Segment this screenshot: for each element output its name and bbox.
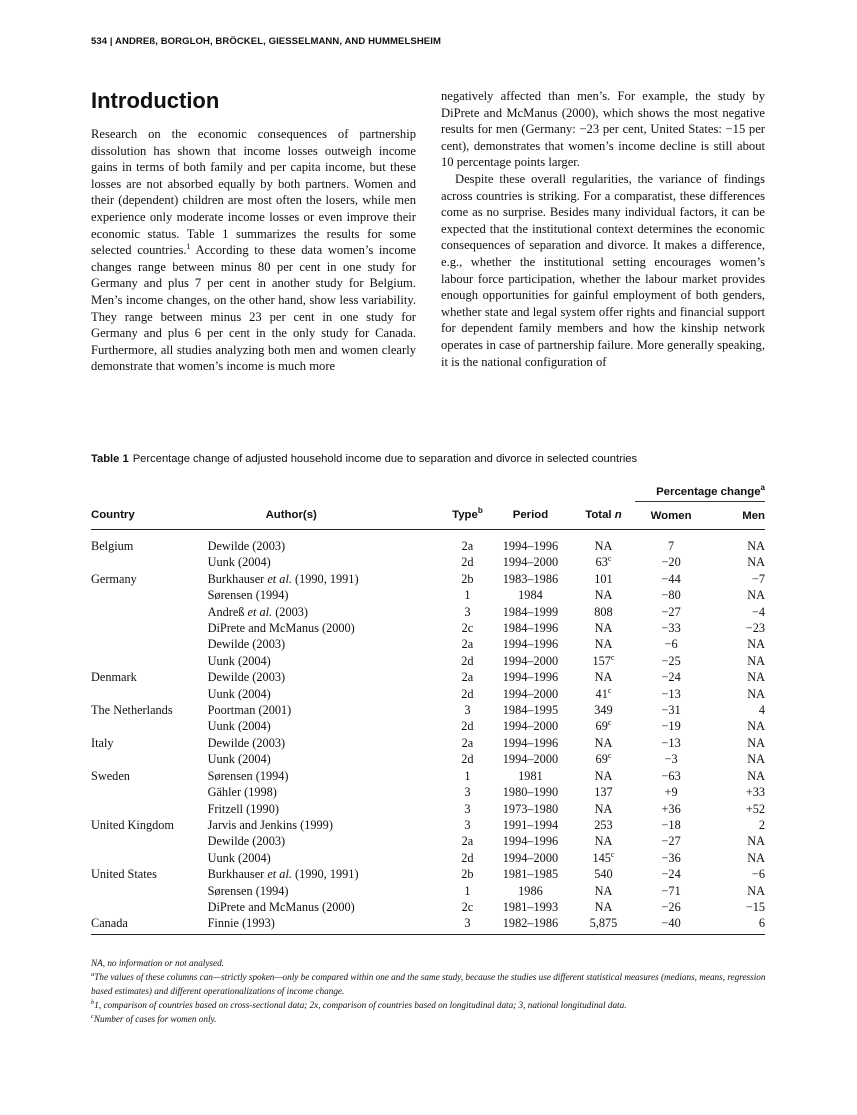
cell-country: Denmark — [91, 670, 137, 685]
cell-author: Uunk (2004) — [207, 555, 271, 570]
cell-period: 1986 — [518, 883, 543, 898]
cell-women: −13 — [661, 686, 681, 701]
table-label: Table 1 — [91, 453, 129, 465]
percentage-change-header: Percentage change$^a$ — [635, 482, 765, 502]
cell-country — [91, 751, 208, 767]
table-row — [91, 620, 765, 636]
cell-women: +9 — [664, 785, 678, 800]
table-row — [91, 850, 765, 866]
cell-women: −44 — [661, 571, 681, 586]
cell-type: 2c — [461, 899, 474, 914]
cell-women: 7 — [668, 539, 675, 553]
cell-women: −63 — [661, 768, 681, 783]
cell-type: 1 — [464, 883, 471, 898]
cell-total: NA — [594, 588, 613, 603]
col-header-type: Type$^b$ — [446, 502, 488, 530]
table-row — [91, 636, 765, 652]
cell-men: +33 — [745, 785, 765, 800]
data-table — [91, 482, 765, 935]
cell-type: 2a — [461, 735, 474, 750]
table-row — [91, 604, 765, 620]
cell-type: 2d — [461, 752, 474, 767]
cell-country: United States — [91, 867, 157, 882]
cell-type: 2c — [461, 621, 474, 636]
cell-country — [91, 604, 208, 620]
cell-total: 808 — [594, 604, 613, 619]
cell-author: Uunk (2004) — [207, 850, 271, 865]
cell-country — [91, 718, 208, 734]
table-header-row — [91, 502, 765, 530]
cell-period: 1984 — [518, 588, 543, 603]
col-header-country: Country — [91, 502, 208, 530]
cell-type: 2d — [461, 850, 474, 865]
cell-total: 41$^c$ — [595, 685, 612, 701]
cell-country: Belgium — [91, 539, 134, 553]
running-head: 534 | ANDREß, BORGLOH, BRÖCKEL, GIESSELMANN, AND HUMMELSHEIM — [91, 36, 441, 47]
cell-period: 1991–1994 — [502, 817, 559, 832]
cell-period: 1994–1996 — [502, 735, 559, 750]
col-header-women: Women — [635, 502, 708, 530]
right-column — [441, 88, 765, 370]
table-caption-text: Percentage change of adjusted household income due to separation and divorce in selected countries — [132, 453, 638, 465]
cell-women: −24 — [661, 670, 681, 685]
cell-type: 1 — [464, 768, 471, 783]
cell-total: NA — [594, 801, 613, 816]
cell-women: −36 — [661, 850, 681, 865]
cell-country: United Kingdom — [91, 817, 174, 832]
cell-total: NA — [594, 768, 613, 783]
cell-author: Finnie (1993) — [208, 915, 447, 934]
cell-period: 1994–2000 — [502, 850, 559, 865]
cell-country — [91, 620, 208, 636]
cell-total: NA — [594, 621, 613, 636]
cell-men: 6 — [708, 915, 765, 934]
cell-period: 1984–1996 — [502, 621, 559, 636]
cell-author: Sørensen (1994) — [207, 883, 289, 898]
cell-men: NA — [747, 719, 765, 734]
cell-total: 540 — [594, 867, 613, 882]
cell-women: −24 — [661, 867, 681, 882]
paragraph — [91, 126, 416, 375]
cell-men: NA — [747, 735, 765, 750]
cell-period: 1973–1980 — [502, 801, 559, 816]
cell-women: −33 — [661, 621, 681, 636]
cell-author: Sørensen (1994) — [207, 588, 289, 603]
footnote-b: $^b$1, comparison of countries based on cross-sectional data; 2x, comparison of countries based on longitudinal data; 3, national longitudinal data. — [91, 998, 627, 1010]
cell-author: DiPrete and McManus (2000) — [207, 899, 355, 914]
cell-type: 2b — [461, 867, 474, 882]
cell-type: 3 — [446, 915, 488, 934]
table-row — [91, 571, 765, 587]
cell-period: 1994–1996 — [502, 539, 559, 553]
cell-women: −80 — [661, 588, 681, 603]
table-row — [91, 866, 765, 882]
cell-country — [91, 850, 208, 866]
cell-men: −7 — [751, 571, 765, 586]
cell-men: NA — [747, 588, 765, 603]
cell-type: 2b — [461, 571, 474, 586]
table-footnotes — [91, 956, 771, 1026]
cell-type: 3 — [464, 703, 471, 718]
cell-country — [91, 899, 208, 915]
table-row — [91, 554, 765, 570]
table-row — [91, 915, 765, 934]
cell-total: 69$^c$ — [595, 718, 612, 734]
cell-period: 1984–1995 — [502, 703, 559, 718]
cell-women: −3 — [664, 752, 678, 767]
table-row — [91, 702, 765, 718]
cell-type: 2a — [461, 637, 474, 652]
cell-author: Dewilde (2003) — [207, 670, 286, 685]
cell-country — [91, 686, 208, 702]
cell-men: −15 — [745, 899, 765, 914]
table-row — [91, 735, 765, 751]
cell-country: Germany — [91, 571, 137, 586]
cell-men: 2 — [758, 817, 765, 832]
cell-period: 1983–1986 — [502, 571, 559, 586]
cell-period: 1984–1999 — [502, 604, 559, 619]
cell-men: NA — [747, 539, 765, 553]
cell-period: 1994–1996 — [502, 670, 559, 685]
col-header-men: Men — [708, 502, 765, 530]
col-header-author: Author(s) — [208, 502, 447, 530]
cell-men: −23 — [745, 621, 765, 636]
cell-men: +52 — [745, 801, 765, 816]
cell-author: Poortman (2001) — [207, 703, 292, 718]
cell-type: 2d — [461, 686, 474, 701]
cell-women: −25 — [661, 653, 681, 668]
cell-author: DiPrete and McManus (2000) — [207, 621, 355, 636]
table-row — [91, 899, 765, 915]
cell-type: 2a — [461, 670, 474, 685]
cell-period: 1994–1996 — [502, 834, 559, 849]
cell-author: Sørensen (1994) — [207, 768, 289, 783]
footnote-c: $^c$Number of cases for women only. — [91, 1012, 217, 1024]
cell-total: NA — [594, 670, 613, 685]
cell-period: 1994–2000 — [502, 555, 559, 570]
cell-total: NA — [594, 539, 613, 553]
table-row — [91, 530, 765, 555]
cell-period: 1994–2000 — [502, 686, 559, 701]
cell-period: 1994–2000 — [502, 752, 559, 767]
cell-author: Burkhauser et al. (1990, 1991) — [207, 867, 359, 882]
paragraph: Despite these overall regularities, the variance of findings across countries is striking. For a comparatist, these differences come as no surprise. Besides many individual factors, it can be expected that the institutional context determines the economic consequences of separation and divorce. It makes a difference, e.g., whether the institutional setting encourages women’s labour force participation, whether the labour market provides enough opportunities for gainful employment of both genders, whether state and legal system offer rights and financial support for dependent family members and how the kinship network operates in case of partnership failure. More generally speaking, it is the national configuration of — [441, 171, 765, 369]
cell-author: Dewilde (2003) — [207, 834, 286, 849]
table-group-header-row — [91, 482, 765, 502]
cell-period: 1994–1996 — [502, 637, 559, 652]
cell-type: 2a — [461, 539, 474, 553]
cell-type: 2a — [461, 834, 474, 849]
cell-total: NA — [594, 883, 613, 898]
cell-total: 349 — [594, 703, 613, 718]
cell-total: NA — [594, 899, 613, 914]
cell-women: −6 — [664, 637, 678, 652]
footnote-a: $^a$The values of these columns can—strictly spoken—only be compared within one and the same study, because the studies use different statistical measures (medians, means, regression based estimates) and different operationalizations of income change. — [91, 970, 766, 996]
cell-total: 5,875 — [572, 915, 634, 934]
cell-men: NA — [747, 670, 765, 685]
cell-author: Jarvis and Jenkins (1999) — [207, 817, 333, 832]
cell-country: Canada — [91, 915, 208, 934]
cell-men: NA — [747, 686, 765, 701]
table-body — [91, 530, 765, 935]
cell-period: 1994–2000 — [502, 653, 559, 668]
cell-type: 3 — [464, 801, 471, 816]
cell-men: NA — [747, 637, 765, 652]
cell-author: Uunk (2004) — [207, 752, 271, 767]
cell-author: Fritzell (1990) — [207, 801, 279, 816]
table-row — [91, 718, 765, 734]
cell-country: Italy — [91, 735, 114, 750]
cell-country — [91, 587, 208, 603]
paragraph-text: According to these data women’s income changes range between minus 80 per cent in one study for Germany and plus 7 per cent in another study for Belgium. Men’s income changes, on the other hand, show less variability. They range between minus 23 per cent in one study for Germany and plus 6 per cent in the only study for Canada. Furthermore, all studies analyzing both men and women clearly demonstrate that women’s income is much more — [91, 243, 417, 374]
cell-author: Dewilde (2003) — [207, 539, 286, 553]
table-row — [91, 751, 765, 767]
cell-women: −27 — [661, 834, 681, 849]
cell-women: −27 — [661, 604, 681, 619]
table-caption — [91, 453, 771, 465]
cell-country — [91, 883, 208, 899]
cell-country: The Netherlands — [91, 703, 173, 718]
cell-total: 63$^c$ — [595, 554, 612, 570]
cell-total: 101 — [594, 571, 613, 586]
cell-author: Uunk (2004) — [207, 653, 271, 668]
cell-country: Sweden — [91, 768, 130, 783]
cell-women: −26 — [661, 899, 681, 914]
cell-women: −18 — [661, 817, 681, 832]
table-row — [91, 686, 765, 702]
table-row — [91, 768, 765, 784]
cell-type: 1 — [464, 588, 471, 603]
cell-men: NA — [747, 834, 765, 849]
cell-total: NA — [594, 735, 613, 750]
cell-author: Dewilde (2003) — [207, 637, 286, 652]
cell-type: 3 — [464, 604, 471, 619]
footnote-na: NA, no information or not analysed. — [91, 958, 224, 968]
cell-men: NA — [747, 752, 765, 767]
paragraph: negatively affected than men’s. For example, the study by DiPrete and McManus (2000), which shows the most negative results for men (Germany: −23 per cent, United States: −15 per cent), demonstrates that women’s income decline is still about 10 percentage points larger. — [441, 89, 765, 170]
cell-women: −19 — [661, 719, 681, 734]
table-row — [91, 784, 765, 800]
cell-type: 2d — [461, 719, 474, 734]
footnote-ref: 1 — [186, 241, 191, 251]
cell-total: 145$^c$ — [592, 849, 615, 865]
cell-country — [91, 636, 208, 652]
cell-men: 4 — [758, 703, 765, 718]
table-row — [91, 587, 765, 603]
paragraph-text: Research on the economic consequences of partnership dissolution has shown that income losses outweigh income gains in terms of both family and per capita income, but these losses are not absorbed equally by both partners. Women and their (dependent) children are most often the losers, while men experience only moderate income losses or even improve their economic status. Table 1 summarizes the results for some selected countries. — [91, 127, 416, 258]
col-header-period: Period — [489, 502, 573, 530]
cell-total: 157$^c$ — [592, 652, 615, 668]
cell-author: Uunk (2004) — [207, 686, 271, 701]
cell-women: +36 — [661, 801, 681, 816]
cell-author: Uunk (2004) — [207, 719, 271, 734]
cell-women: −40 — [635, 915, 708, 934]
cell-country — [91, 653, 208, 669]
cell-men: NA — [747, 883, 765, 898]
cell-period: 1980–1990 — [502, 785, 559, 800]
table-row — [91, 817, 765, 833]
cell-country — [91, 833, 208, 849]
cell-period: 1982–1986 — [489, 915, 573, 934]
cell-men: NA — [747, 850, 765, 865]
cell-type: 3 — [464, 817, 471, 832]
col-header-total: Total n — [572, 502, 634, 530]
section-title: Introduction — [91, 88, 220, 113]
cell-total: 137 — [594, 785, 613, 800]
table-row — [91, 669, 765, 685]
table-row — [91, 653, 765, 669]
cell-total: 69$^c$ — [595, 751, 612, 767]
cell-men: NA — [747, 768, 765, 783]
cell-men: NA — [747, 653, 765, 668]
table-row — [91, 801, 765, 817]
cell-women: −20 — [661, 555, 681, 570]
cell-author: Burkhauser et al. (1990, 1991) — [207, 571, 359, 586]
cell-type: 3 — [464, 785, 471, 800]
cell-period: 1981 — [518, 768, 543, 783]
cell-men: −4 — [751, 604, 765, 619]
cell-total: NA — [594, 834, 613, 849]
cell-type: 2d — [461, 555, 474, 570]
cell-women: −31 — [661, 703, 681, 718]
cell-period: 1981–1985 — [502, 867, 559, 882]
cell-total: NA — [594, 637, 613, 652]
cell-country — [91, 784, 208, 800]
cell-men: NA — [747, 555, 765, 570]
cell-country — [91, 801, 208, 817]
left-column — [91, 88, 416, 375]
cell-women: −13 — [661, 735, 681, 750]
cell-men: −6 — [751, 867, 765, 882]
cell-country — [91, 554, 208, 570]
cell-type: 2d — [461, 653, 474, 668]
cell-total: 253 — [594, 817, 613, 832]
cell-period: 1994–2000 — [502, 719, 559, 734]
table-row — [91, 833, 765, 849]
cell-period: 1981–1993 — [502, 899, 559, 914]
cell-women: −71 — [661, 883, 681, 898]
table-row — [91, 883, 765, 899]
cell-author: Dewilde (2003) — [207, 735, 286, 750]
cell-author: Gähler (1998) — [207, 785, 277, 800]
cell-author: Andreß et al. (2003) — [207, 604, 308, 619]
